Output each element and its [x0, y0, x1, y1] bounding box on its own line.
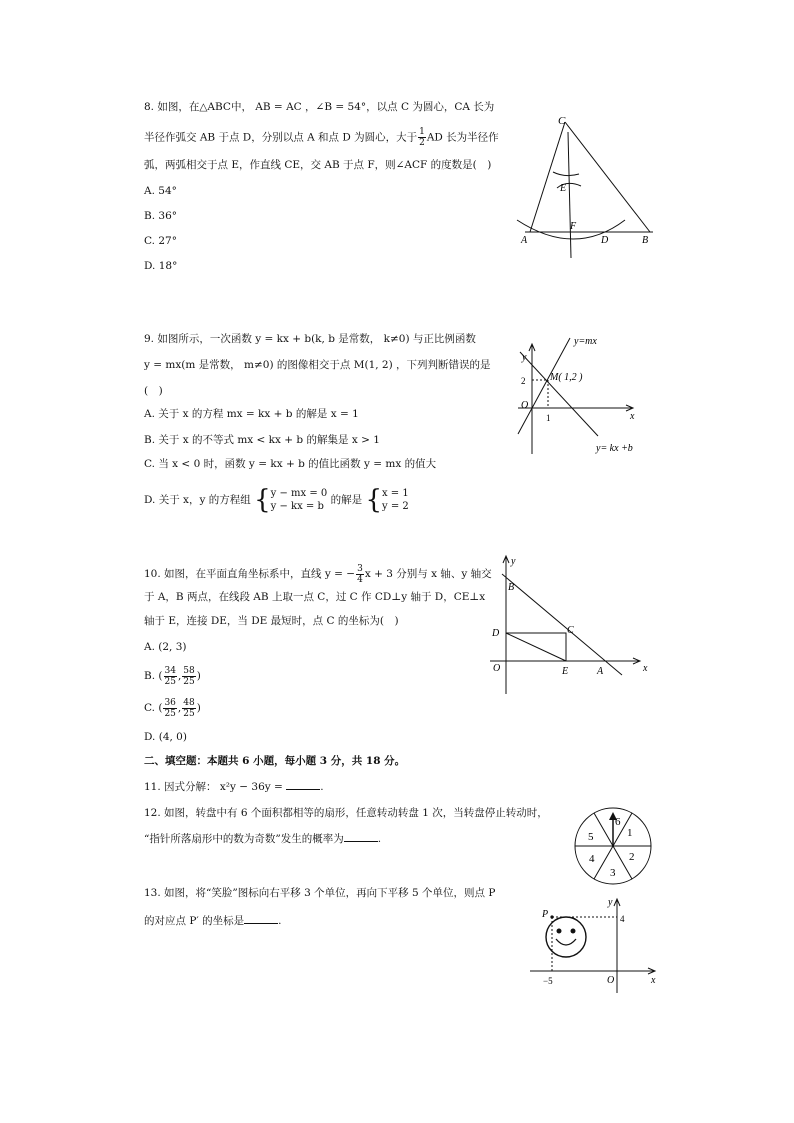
q8-label-b: B: [642, 235, 649, 246]
q10-line3: 轴于 E，连接 DE，当 DE 最短时，点 C 的坐标为( ): [144, 615, 399, 627]
q8-line3: 弧，两弧相交于点 E，作直线 CE，交 AB 于点 F，则∠ACF 的度数是( ): [144, 159, 492, 171]
spinner-sector-6: 6: [615, 816, 621, 828]
q9-system-1: y − mx = 0 y − kx = b: [270, 488, 328, 512]
q9-label-m: M( 1,2 ): [550, 372, 583, 383]
q10-label-b: B: [508, 582, 515, 593]
q9-label-y: y: [522, 352, 527, 363]
spinner-sector-1: 1: [627, 827, 633, 839]
q10-graph-figure: [490, 552, 655, 700]
q13-label-4: 4: [620, 914, 625, 924]
q9-label-o: O: [521, 400, 529, 411]
q13-answer-blank[interactable]: [244, 913, 278, 924]
q13-label-x: x: [651, 975, 656, 986]
q11-answer-blank[interactable]: [286, 779, 320, 790]
q12-line2: “指针所落扇形中的数为奇数”发生的概率为 .: [144, 833, 382, 845]
q13-line2: 的对应点 P′ 的坐标是 .: [144, 915, 282, 927]
q8-label-f: F: [570, 221, 577, 232]
q9-label-x: x: [630, 411, 635, 422]
q9-option-b[interactable]: B. 关于 x 的不等式 mx < kx + b 的解集是 x > 1: [144, 434, 380, 446]
q8-half-fraction: $\frac{1}{2}$: [419, 127, 425, 148]
q10-line2: 于 A，B 两点，在线段 AB 上取一点 C，过 C 作 CD⊥y 轴于 D，CE⊥x: [144, 591, 486, 603]
q11-line: 11. 因式分解： x²y − 36y = .: [144, 781, 324, 793]
q8-option-a[interactable]: A. 54°: [144, 185, 177, 197]
q8-line2: 半径作弧交 AB 于点 D，分别以点 A 和点 D 为圆心，大于 $\frac{1}{2}$ AD 长为半径作: [144, 127, 499, 148]
q9-option-a[interactable]: A. 关于 x 的方程 mx = kx + b 的解是 x = 1: [144, 408, 359, 420]
q8-triangle-figure: [505, 110, 665, 260]
q10-label-e: E: [562, 666, 569, 677]
q8-option-c[interactable]: C. 27°: [144, 235, 177, 247]
q13-label-neg5: −5: [543, 976, 553, 986]
q9-option-d[interactable]: D. 关于 x，y 的方程组 {y − mx = 0 y − kx = b 的解是 {x = 1 y = 2: [144, 485, 409, 515]
spinner-sector-2: 2: [629, 851, 635, 863]
q12-answer-blank[interactable]: [344, 831, 378, 842]
q10-label-x: x: [643, 663, 648, 674]
q9-label-ykxb: y= kx +b: [596, 443, 633, 454]
q10-label-a: A: [597, 666, 604, 677]
q13-label-y: y: [608, 897, 613, 908]
q9-label-2: 2: [521, 376, 526, 386]
spinner-sector-4: 4: [589, 853, 595, 865]
q8-option-d[interactable]: D. 18°: [144, 260, 178, 272]
q10-label-o: O: [493, 663, 501, 674]
q9-graph-figure: [508, 330, 658, 460]
q10-option-b[interactable]: B. ( $\frac{34}{25}$ , $\frac{58}{25}$ ): [144, 665, 201, 687]
q12-line1: 12. 如图，转盘中有 6 个面积都相等的扇形，任意转动转盘 1 次，当转盘停止转动时，: [144, 807, 548, 819]
q9-label-ymx: y=mx: [574, 336, 597, 347]
q13-line1: 13. 如图，将“笑脸”图标向右平移 3 个单位，再向下平移 5 个单位，则点 P: [144, 887, 496, 899]
left-brace: {: [365, 485, 382, 515]
q9-line3: ( ): [144, 385, 163, 397]
q9-line2: y = mx(m 是常数， m≠0) 的图像相交于点 M(1, 2) ，下列判断错误的是: [144, 359, 491, 371]
q13-label-o: O: [607, 975, 615, 986]
spinner-sector-3: 3: [610, 867, 616, 879]
q12-spinner-figure: [573, 806, 653, 886]
q10-option-a[interactable]: A. (2, 3): [144, 641, 187, 653]
q10-option-d[interactable]: D. (4, 0): [144, 731, 187, 743]
q10-option-c[interactable]: C. ( $\frac{36}{25}$ , $\frac{48}{25}$ ): [144, 697, 201, 719]
q8-option-b[interactable]: B. 36°: [144, 210, 178, 222]
q13-label-p: P: [542, 909, 549, 920]
q10-line1: 10. 如图，在平面直角坐标系中，直线 y = − $\frac{3}{4}$ x + 3 分别与 x 轴、y 轴交: [144, 563, 492, 585]
section-2-heading: 二、填空题：本题共 6 小题，每小题 3 分，共 18 分。: [144, 755, 406, 767]
q8-label-d: D: [601, 235, 609, 246]
q10-label-d: D: [492, 628, 500, 639]
q8-label-c: C: [558, 115, 566, 127]
q9-line1: 9. 如图所示，一次函数 y = kx + b(k, b 是常数， k≠0) 与正比例函数: [144, 333, 476, 345]
spinner-sector-5: 5: [588, 831, 594, 843]
q13-smiley-figure: [530, 895, 660, 995]
left-brace: {: [254, 485, 271, 515]
q10-slope-fraction: $\frac{3}{4}$: [357, 563, 363, 585]
q9-system-2: x = 1 y = 2: [381, 488, 409, 512]
q8-label-a: A: [521, 235, 528, 246]
q9-option-c[interactable]: C. 当 x < 0 时，函数 y = kx + b 的值比函数 y = mx 的值大: [144, 458, 437, 470]
q10-label-c: C: [567, 625, 574, 636]
q8-label-e: E: [560, 183, 567, 194]
q9-label-1: 1: [546, 413, 551, 423]
q8-line1: 8. 如图，在△ABC中， AB = AC ，∠B = 54°，以点 C 为圆心，CA 长为: [144, 101, 495, 113]
q10-label-y: y: [511, 556, 516, 567]
